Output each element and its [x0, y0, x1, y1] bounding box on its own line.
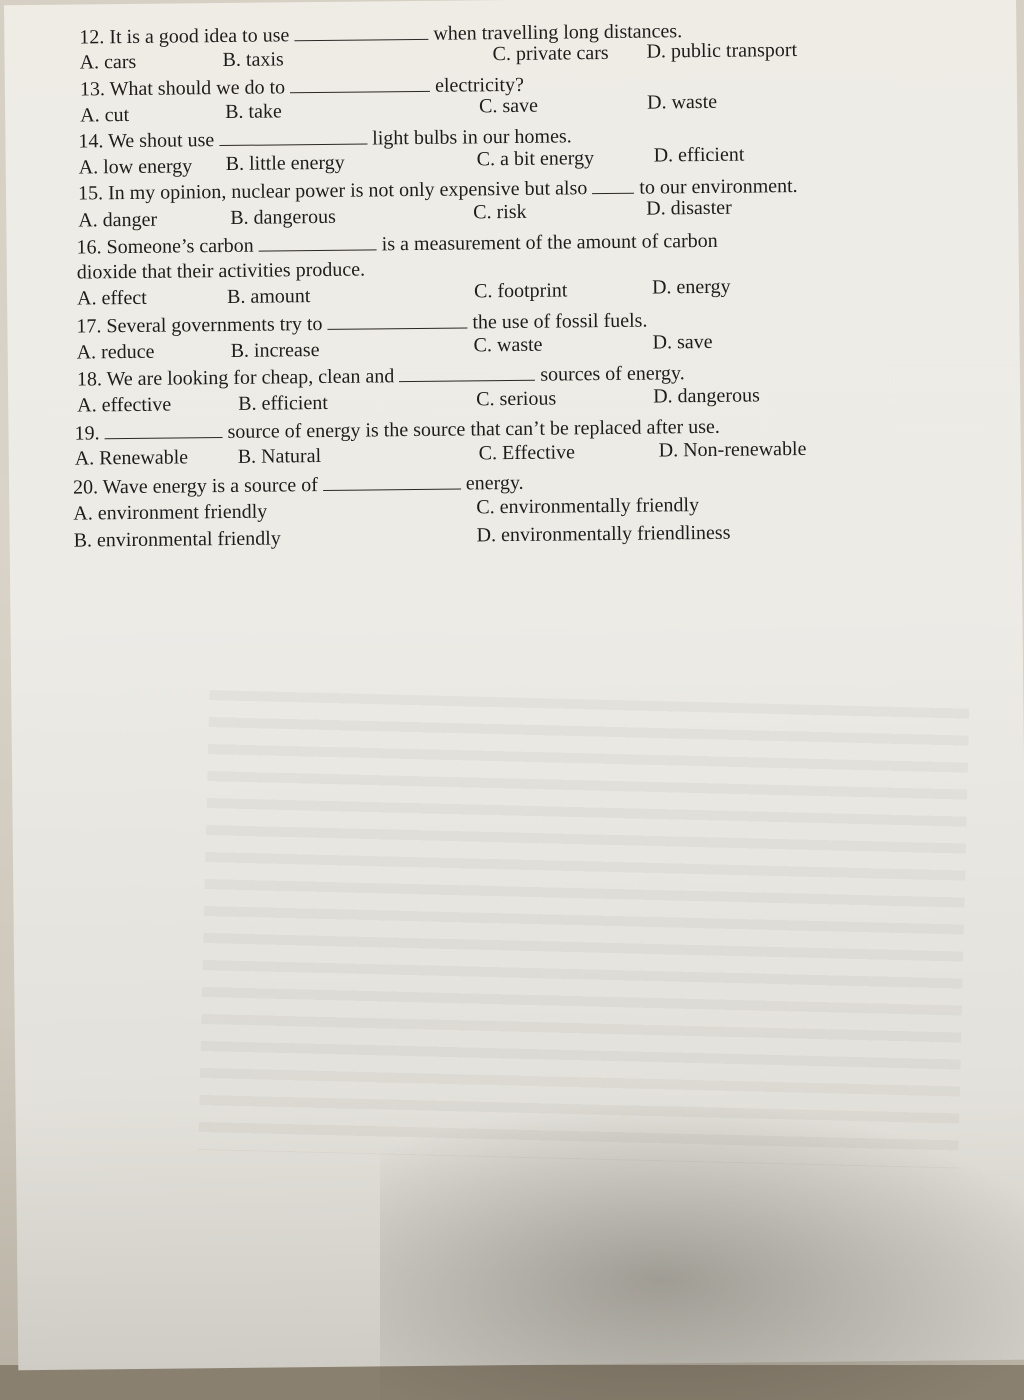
question-13-text-start: 13. What should we do to [79, 76, 286, 101]
show-through-text [198, 690, 969, 1168]
q12-option-d: D. public transport [646, 38, 798, 63]
q15-option-a: A. danger [78, 208, 158, 232]
q14-option-c: C. a bit energy [476, 147, 595, 171]
q16-option-d: D. energy [651, 275, 731, 299]
question-17-stem [76, 308, 647, 339]
question-13-text-end: electricity? [434, 73, 525, 97]
q18-option-a: A. effective [77, 393, 172, 417]
question-15-blank [592, 175, 634, 194]
q15-option-c: C. risk [473, 200, 527, 224]
q20-option-a: A. environment friendly [73, 500, 268, 525]
q16-option-b: B. amount [226, 285, 311, 308]
question-15-text-start: 15. In my opinion, nuclear power is not only expensive but also [77, 177, 588, 205]
question-18-blank [399, 362, 535, 382]
q18-option-d: D. dangerous [653, 384, 760, 408]
question-15-text-end: to our environment. [639, 174, 798, 199]
question-18-text-start: 18. We are looking for cheap, clean and [76, 365, 395, 391]
question-12-blank [294, 21, 428, 41]
q13-option-b: B. take [225, 100, 282, 123]
question-17-blank [327, 309, 467, 329]
q12-option-a: A. cars [79, 50, 137, 74]
question-19-stem [74, 414, 720, 446]
q13-option-a: A. cut [80, 103, 130, 127]
question-16-text-end: is a measurement of the amount of carbon [381, 229, 718, 256]
question-19-text-start: 19. [74, 422, 100, 445]
worksheet-page [4, 0, 1024, 1370]
question-16-stem [76, 228, 717, 260]
question-19-text-end: source of energy is the source that can’t be replaced after use. [227, 415, 720, 443]
question-18-stem [77, 360, 685, 391]
q14-option-b: B. little energy [225, 151, 345, 175]
q16-option-a: A. effect [76, 286, 147, 310]
q12-option-c: C. private cars [492, 41, 609, 66]
q17-option-d: D. save [652, 330, 713, 354]
question-14-text-start: 14. We shout use [78, 129, 215, 153]
q18-option-c: C. serious [476, 387, 557, 411]
q16-option-c: C. footprint [473, 279, 568, 303]
q15-option-d: D. disaster [646, 196, 732, 220]
question-20-blank [323, 471, 461, 491]
question-17-text-start: 17. Several governments try to [76, 312, 323, 338]
question-13-stem [80, 72, 524, 102]
question-14-text-end: light bulbs in our homes. [372, 125, 572, 150]
q20-option-b: B. environmental friendly [73, 527, 281, 552]
question-17-text-end: the use of fossil fuels. [472, 309, 648, 334]
q14-option-d: D. efficient [653, 143, 745, 167]
q20-option-d: D. environmentally friendliness [476, 521, 731, 547]
question-13-blank [290, 73, 430, 93]
question-18-text-end: sources of energy. [540, 362, 685, 386]
q19-option-a: A. Renewable [74, 446, 189, 470]
question-20-stem [73, 470, 524, 500]
q17-option-a: A. reduce [76, 340, 155, 364]
q17-option-c: C. waste [473, 333, 543, 357]
q19-option-c: C. Effective [478, 441, 576, 465]
question-20-text-start: 20. Wave energy is a source of [72, 474, 318, 499]
q19-option-b: B. Natural [237, 445, 322, 468]
question-16-text-start: 16. Someone’s carbon [76, 234, 254, 259]
q17-option-b: B. increase [230, 339, 320, 362]
q18-option-b: B. efficient [238, 391, 328, 415]
q20-option-c: C. environmentally friendly [476, 494, 700, 519]
question-14-blank [219, 126, 367, 147]
question-16-stem-cont: dioxide that their activities produce. [76, 258, 366, 284]
question-19-blank [104, 419, 222, 439]
q15-option-b: B. dangerous [230, 205, 336, 229]
q14-option-a: A. low energy [78, 155, 193, 179]
q19-option-d: D. Non-renewable [658, 437, 807, 462]
q13-option-c: C. save [478, 94, 539, 118]
question-16-blank [259, 231, 377, 251]
question-12-text-start: 12. It is a good idea to use [79, 24, 290, 49]
question-20-text-end: energy. [465, 471, 524, 495]
q12-option-b: B. taxis [222, 48, 284, 72]
question-12-text-end: when travelling long distances. [433, 20, 683, 45]
q13-option-d: D. waste [646, 90, 718, 114]
